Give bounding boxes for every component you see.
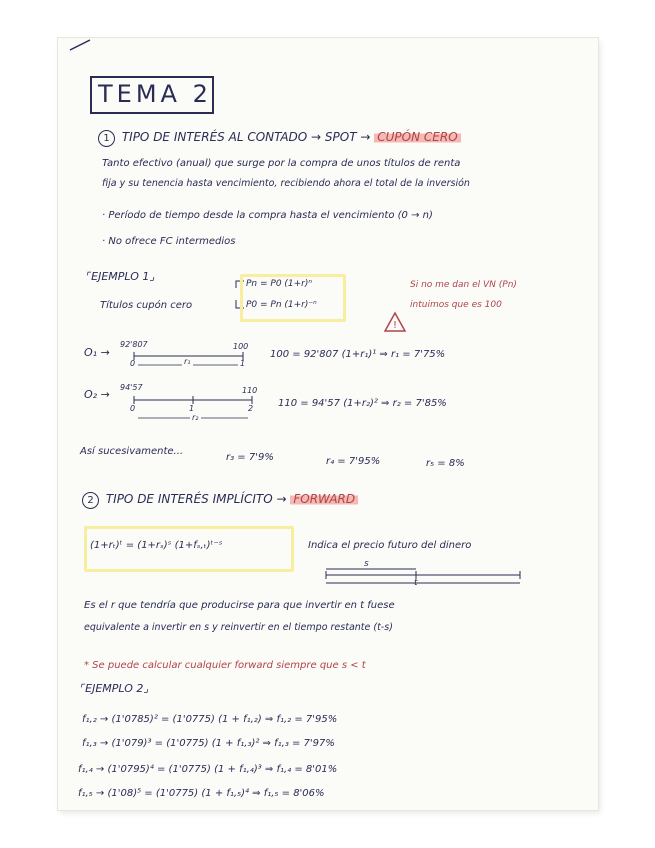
titulos-label: Títulos cupón cero — [100, 300, 193, 311]
s-label: s — [364, 559, 369, 569]
o2-face: 110 — [242, 386, 258, 395]
bullet-no-fc: · No ofrece FC intermedios — [102, 236, 236, 247]
definition-line1: Tanto efectivo (anual) que surge por la compra de unos títulos de renta — [102, 158, 461, 169]
formula-pn: Pn = P0 (1+r)ⁿ — [246, 279, 312, 289]
bullet-period: · Período de tiempo desde la compra hasta el vencimiento (0 → n) — [102, 210, 433, 221]
o1-price: 92'807 — [120, 340, 148, 349]
explanation-line1: Es el r que tendría que producirse para que invertir en t fuese — [84, 600, 395, 611]
page-title: TEMA 2 — [98, 80, 212, 108]
forward-eq-1-3: f₁,₃ → (1'079)³ = (1'0775) (1 + f₁,₃)² ⇒ f₁,₃ = 7'97% — [82, 738, 335, 749]
definition-line2: fija y su tenencia hasta vencimiento, recibiendo ahora el total de la inversión — [102, 178, 470, 189]
forward-eq-1-4: f₁,₄ → (1'0795)⁴ = (1'0775) (1 + f₁,₄)³ ⇒ f₁,₄ = 8'01% — [78, 764, 338, 775]
tag-forward: FORWARD — [290, 492, 358, 506]
formula-p0: P0 = Pn (1+r)⁻ⁿ — [246, 300, 317, 310]
tag-cupon-cero: CUPÓN CERO — [374, 130, 460, 144]
o1-face: 100 — [233, 342, 249, 351]
o1-label: O₁ → — [84, 346, 110, 359]
forward-formula: (1+rₜ)ᵗ = (1+rₛ)ˢ (1+fₛ,ₜ)ᵗ⁻ˢ — [90, 540, 223, 551]
section1-number: 1 — [98, 130, 115, 147]
notebook-page — [58, 38, 598, 810]
svg-text:!: ! — [392, 320, 398, 331]
example2-label: ⌜EJEMPLO 2⌟ — [80, 682, 149, 695]
forward-eq-1-2: f₁,₂ → (1'0785)² = (1'0775) (1 + f₁,₂) ⇒ f₁,₂ = 7'95% — [82, 714, 338, 725]
forward-note: * Se puede calcular cualquier forward siempre que s < t — [84, 660, 366, 671]
o2-t2: 2 — [248, 404, 254, 413]
t-label: t — [414, 578, 418, 588]
o2-equation: 110 = 94'57 (1+r₂)² ⇒ r₂ = 7'85% — [278, 398, 447, 409]
warning-line1: Si no me dan el VN (Pn) — [410, 280, 517, 290]
r4-value: r₄ = 7'95% — [326, 456, 381, 467]
o1-equation: 100 = 92'807 (1+r₁)¹ ⇒ r₁ = 7'75% — [270, 349, 446, 360]
asi-sucesivamente: Así sucesivamente... — [80, 446, 184, 457]
pen-mark — [70, 40, 90, 50]
warning-line2: intuimos que es 100 — [410, 300, 502, 310]
example1-label: ⌜EJEMPLO 1⌟ — [86, 270, 155, 283]
r3-value: r₃ = 7'9% — [226, 452, 274, 463]
indica-text: Indica el precio futuro del dinero — [308, 540, 472, 551]
o1-t0: 0 — [130, 359, 136, 368]
o2-t0: 0 — [130, 404, 136, 413]
o2-label: O₂ → — [84, 388, 110, 401]
section1-heading: 1 TIPO DE INTERÉS AL CONTADO → SPOT → CUPÓN CERO — [98, 130, 461, 147]
o1-rate: r₁ — [184, 357, 191, 366]
forward-eq-1-5: f₁,₅ → (1'08)⁵ = (1'0775) (1 + f₁,₅)⁴ ⇒ f₁,₅ = 8'06% — [78, 788, 325, 799]
section2-number: 2 — [82, 492, 99, 509]
o1-t1: 1 — [240, 359, 246, 368]
section2-heading: 2 TIPO DE INTERÉS IMPLÍCITO → FORWARD — [82, 492, 358, 509]
o2-price: 94'57 — [120, 383, 143, 392]
o2-t1: 1 — [189, 404, 195, 413]
o2-rate: r₂ — [192, 413, 199, 422]
r5-value: r₅ = 8% — [426, 458, 465, 469]
explanation-line2: equivalente a invertir en s y reinvertir en el tiempo restante (t-s) — [84, 622, 393, 633]
